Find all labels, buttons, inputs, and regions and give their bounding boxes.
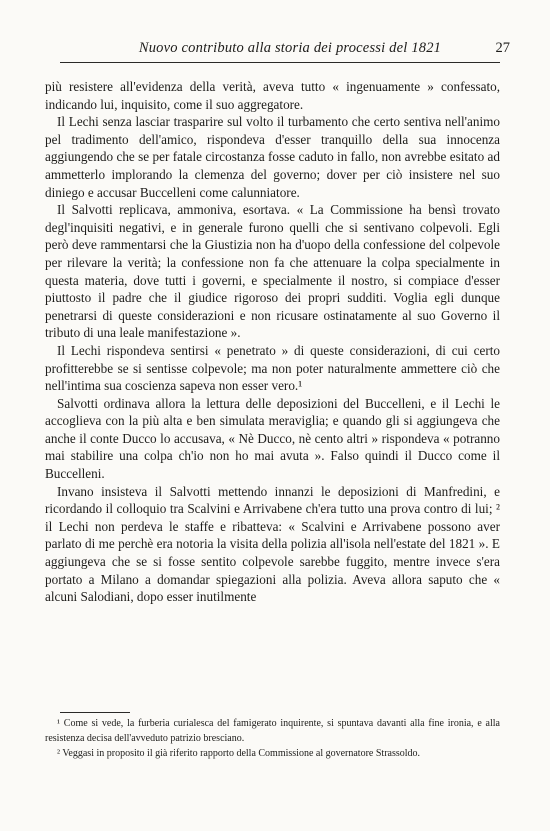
page-number: 27 (495, 40, 510, 56)
paragraph: Il Salvotti replicava, ammoniva, esortava. « La Commissione ha bensì trovato degl'inquisiti negativi, e in generale furono quelli che si sentivano colpevoli. Egli però deve rammentarsi che la Giustizia non ha d'uopo della confessione del colpevole per rilevare la verità; la confessione non fa che attenuare la colpa specialmente in questa materia, dove tutti i governi, e specialmente il nostro, si compiace d'esser piuttosto il padre che il giudice rigoroso dei propri sudditi. Voglia egli dunque penetrarsi di queste considerazioni e non ricusare ostinatamente al suo Governo il tributo di una leale manifestazione ». (45, 202, 500, 341)
body-text (45, 78, 500, 606)
paragraph: più resistere all'evidenza della verità, aveva tutto « ingenuamente » confessato, indicando lui, inquisito, come il suo aggregatore. (45, 79, 500, 112)
paragraph: Invano insisteva il Salvotti mettendo innanzi le deposizioni di Manfredini, e ricordando il colloquio tra Scalvini e Arrivabene ch'era tutto una prova contro di lui; ² il Lechi non perdeva le staffe e ribatteva: « Scalvini e Arrivabene possono aver parlato di me perchè era notoria la visita della polizia all'isola nell'estate del 1821 ». E aggiungeva che se si fosse sentito colpevole sarebbe fuggito, mentre invece s'era portato a Milano a domandar spiegazioni alla polizia. Aveva allora saputo che « alcuni Salodiani, dopo esser inutilmente (45, 483, 500, 605)
paragraph: Il Lechi senza lasciar trasparire sul volto il turbamento che certo sentiva nell'animo pel tradimento dell'amico, rispondeva d'esser tranquillo della sua innocenza aggiungendo che se per fatale circostanza fosse caduto in fallo, non avrebbe esitato ad ammetterlo implorando la clemenza del governo; dover per ciò insistere nel suo diniego e accusar Buccelleni come calunniatore. (45, 114, 500, 200)
running-head: Nuovo contributo alla storia dei processi del 1821 (138, 40, 442, 56)
paragraph: Salvotti ordinava allora la lettura delle deposizioni del Buccelleni, e il Lechi le accoglieva con la più alta e ben simulata meraviglia; e quando gli si aggiungeva che anche il conte Ducco lo accusava, « Nè Ducco, nè cento altri » rispondeva « potranno mai stabilire una colpa ch'io non ho mai avuta ». Falso quindi il Ducco come il Buccelleni. (45, 395, 500, 482)
page-header (60, 36, 510, 58)
paragraph: Il Lechi rispondeva sentirsi « penetrato » di queste considerazioni, di cui certo profitterebbe se si sentisse colpevole; ma non poter naturalmente ammettere ciò che nell'intima sua coscienza sapeva non esser vero.¹ (45, 342, 500, 394)
header-rule (60, 62, 500, 63)
footnote: ² Veggasi in proposito il già riferito rapporto della Commissione al governatore Strassoldo. (57, 748, 421, 759)
footnotes (45, 716, 500, 761)
footnote-rule (60, 712, 130, 713)
footnote: ¹ Come si vede, la furberia curialesca del famigerato inquirente, si spuntava davanti alla fine ironia, e alla resistenza decisa dell'avveduto patrizio bresciano. (45, 718, 500, 744)
